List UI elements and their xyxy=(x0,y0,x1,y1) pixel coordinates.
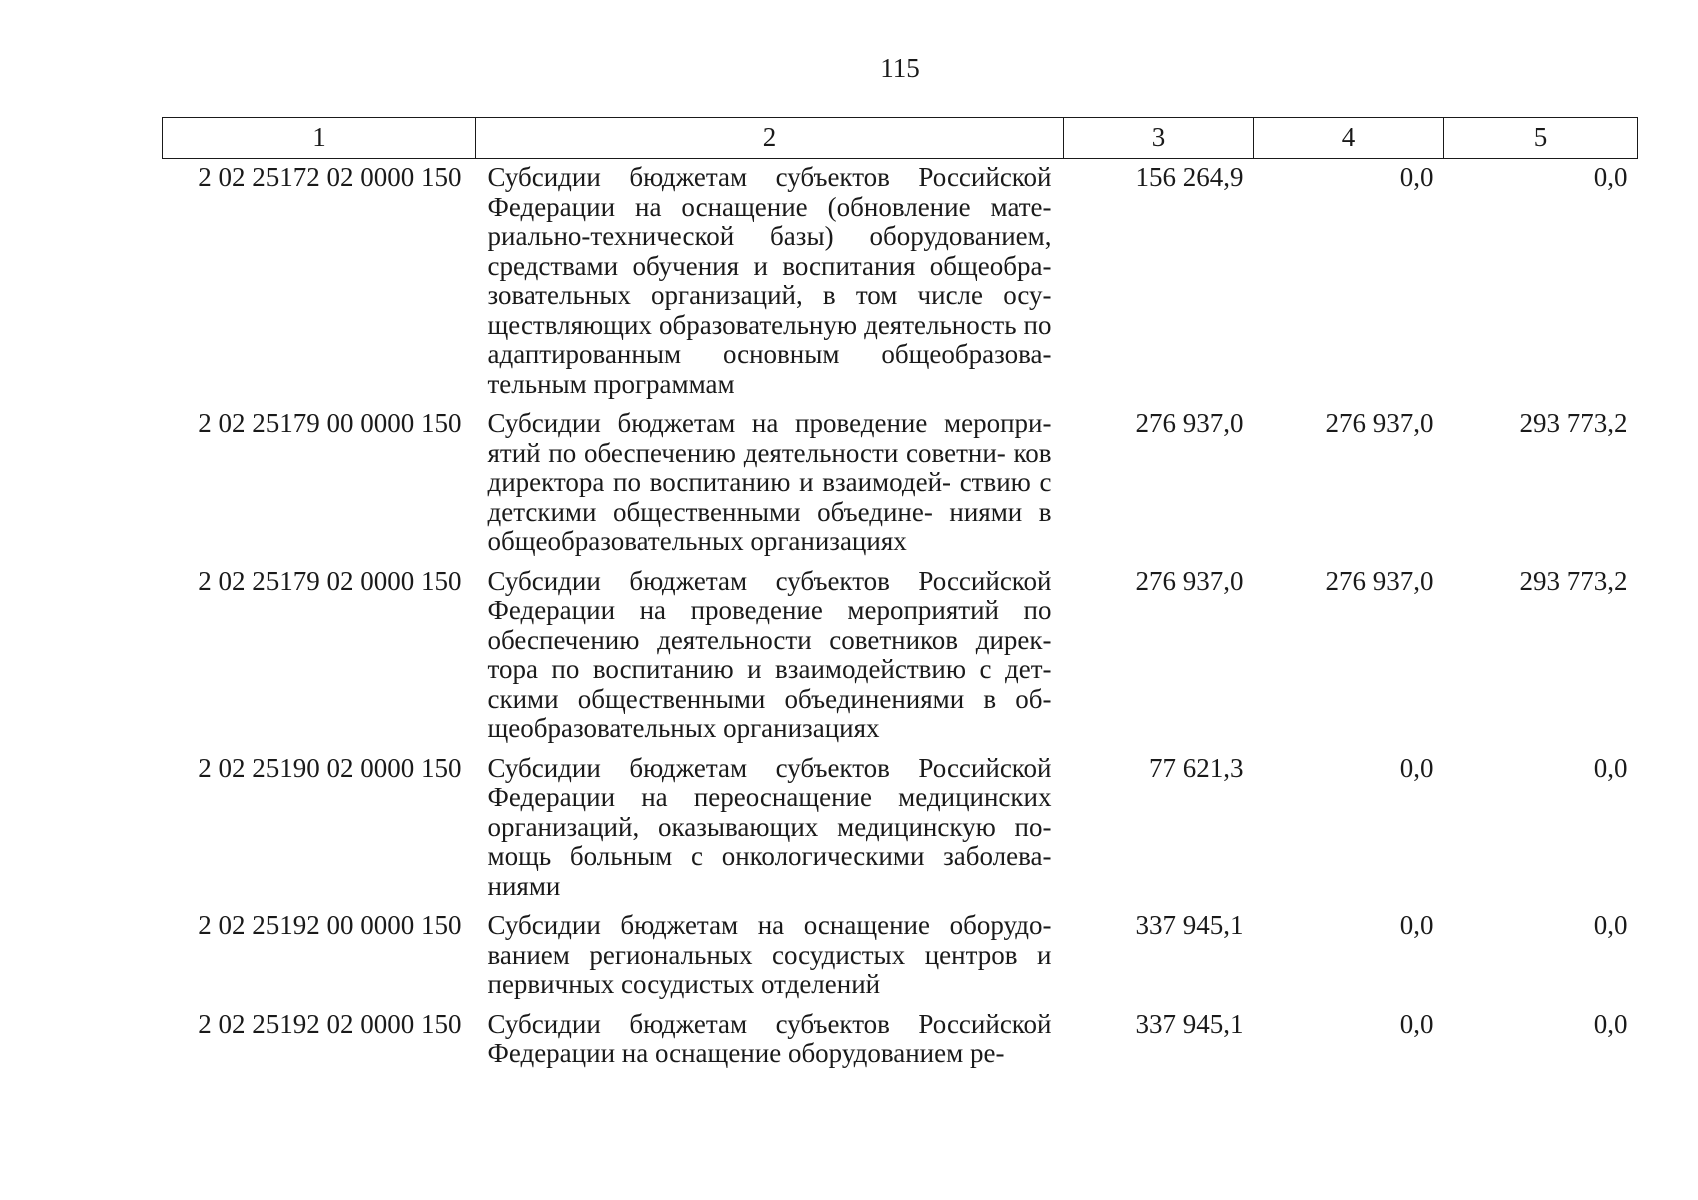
budget-code: 2 02 25179 02 0000 150 xyxy=(198,565,462,596)
description-cell xyxy=(476,561,1064,748)
description-line: по адаптированным основным общеобразова- xyxy=(487,309,1052,369)
amount-col3: 156 264,9 xyxy=(1135,162,1244,192)
amount-col3: 276 937,0 xyxy=(1135,408,1244,438)
description-line: обеспечению деятельности советников дирек- xyxy=(487,624,1052,655)
description-line: Субсидии бюджетам субъектов Российской xyxy=(487,1008,1052,1039)
amount-col4: 0,0 xyxy=(1399,752,1434,783)
description-line: Субсидии бюджетам субъектов Российской xyxy=(487,565,1052,596)
description-line: Федерации на проведение мероприятий по xyxy=(487,595,1052,625)
description-line: тора по воспитанию и взаимодействию с дет- xyxy=(487,654,1052,684)
amount-col5: 0,0 xyxy=(1593,752,1628,783)
amount-col3: 337 945,1 xyxy=(1135,1008,1244,1039)
description-line: первичных сосудистых отделений xyxy=(487,969,881,999)
description-line: ков директора по воспитанию и взаимодей- xyxy=(487,437,1052,497)
description-line: Федерации на оснащение оборудованием ре- xyxy=(487,1038,1005,1068)
description-line: ванием региональных сосудистых центров и xyxy=(487,939,1052,970)
description-line: мощь больным с онкологическими заболева- xyxy=(487,841,1052,871)
table-header xyxy=(163,118,1638,159)
description-line: Федерации на оснащение (обновление мате- xyxy=(487,191,1052,222)
description-line: организаций, оказывающих медицинскую по- xyxy=(487,811,1052,842)
header-col-4: 4 xyxy=(1254,118,1444,159)
amount-col4: 0,0 xyxy=(1399,910,1434,940)
amount-col5: 0,0 xyxy=(1593,910,1628,940)
description-line: ниями в общеобразовательных организациях xyxy=(487,496,1052,556)
budget-code: 2 02 25172 02 0000 150 xyxy=(198,162,462,192)
budget-code: 2 02 25190 02 0000 150 xyxy=(198,752,462,783)
table-row xyxy=(163,905,1638,1004)
description-line: ствию с детскими общественными объедине- xyxy=(487,467,1052,527)
budget-code: 2 02 25192 00 0000 150 xyxy=(198,910,462,940)
description-line: зовательных организаций, в том числе осу- xyxy=(487,280,1052,310)
description-line: тельным программам xyxy=(487,368,735,399)
amount-col5: 293 773,2 xyxy=(1519,408,1628,438)
description-line: средствами обучения и воспитания общеобра- xyxy=(487,250,1052,281)
table-row xyxy=(163,561,1638,748)
page-number: 115 xyxy=(880,53,920,83)
description-line: скими общественными объединениями в об- xyxy=(487,683,1052,714)
description-line: Субсидии бюджетам субъектов Российской xyxy=(487,752,1052,783)
amount-col4: 276 937,0 xyxy=(1325,565,1434,596)
amount-col5: 0,0 xyxy=(1593,1008,1628,1039)
budget-code: 2 02 25192 02 0000 150 xyxy=(198,1008,462,1039)
description-line: Субсидии бюджетам на оснащение оборудо- xyxy=(487,910,1052,940)
header-col-2: 2 xyxy=(476,118,1064,159)
amount-col3: 337 945,1 xyxy=(1135,910,1244,940)
amount-col4: 276 937,0 xyxy=(1325,408,1434,438)
description-line: ятий по обеспечению деятельности советни- xyxy=(487,437,1006,468)
header-col-1: 1 xyxy=(163,118,476,159)
description-line: Субсидии бюджетам на проведение меропри- xyxy=(487,408,1052,438)
description-cell xyxy=(476,159,1064,404)
budget-table xyxy=(162,117,1638,1073)
description-line: ществляющих образовательную деятельность xyxy=(487,309,1017,340)
description-line: Федерации на переоснащение медицинских xyxy=(487,782,1052,812)
table-body xyxy=(163,159,1638,1073)
table-row xyxy=(163,1004,1638,1073)
table-row xyxy=(163,159,1638,404)
amount-col3: 77 621,3 xyxy=(1149,752,1244,783)
budget-code: 2 02 25179 00 0000 150 xyxy=(198,408,462,438)
amount-col4: 0,0 xyxy=(1399,1008,1434,1039)
amount-col5: 293 773,2 xyxy=(1519,565,1628,596)
table-row xyxy=(163,403,1638,561)
amount-col5: 0,0 xyxy=(1593,162,1628,192)
header-col-5: 5 xyxy=(1444,118,1638,159)
header-col-3: 3 xyxy=(1064,118,1254,159)
description-cell xyxy=(476,1004,1064,1073)
table-row xyxy=(163,748,1638,906)
header-row xyxy=(163,118,1638,159)
description-cell xyxy=(476,905,1064,1004)
description-line: ниями xyxy=(487,870,561,901)
amount-col3: 276 937,0 xyxy=(1135,565,1244,596)
amount-col4: 0,0 xyxy=(1399,162,1434,192)
description-line: риально-технической базы) оборудованием, xyxy=(487,221,1052,251)
description-line: щеобразовательных организациях xyxy=(487,713,880,743)
description-cell xyxy=(476,748,1064,906)
description-cell xyxy=(476,403,1064,561)
description-line: Субсидии бюджетам субъектов Российской xyxy=(487,162,1052,192)
